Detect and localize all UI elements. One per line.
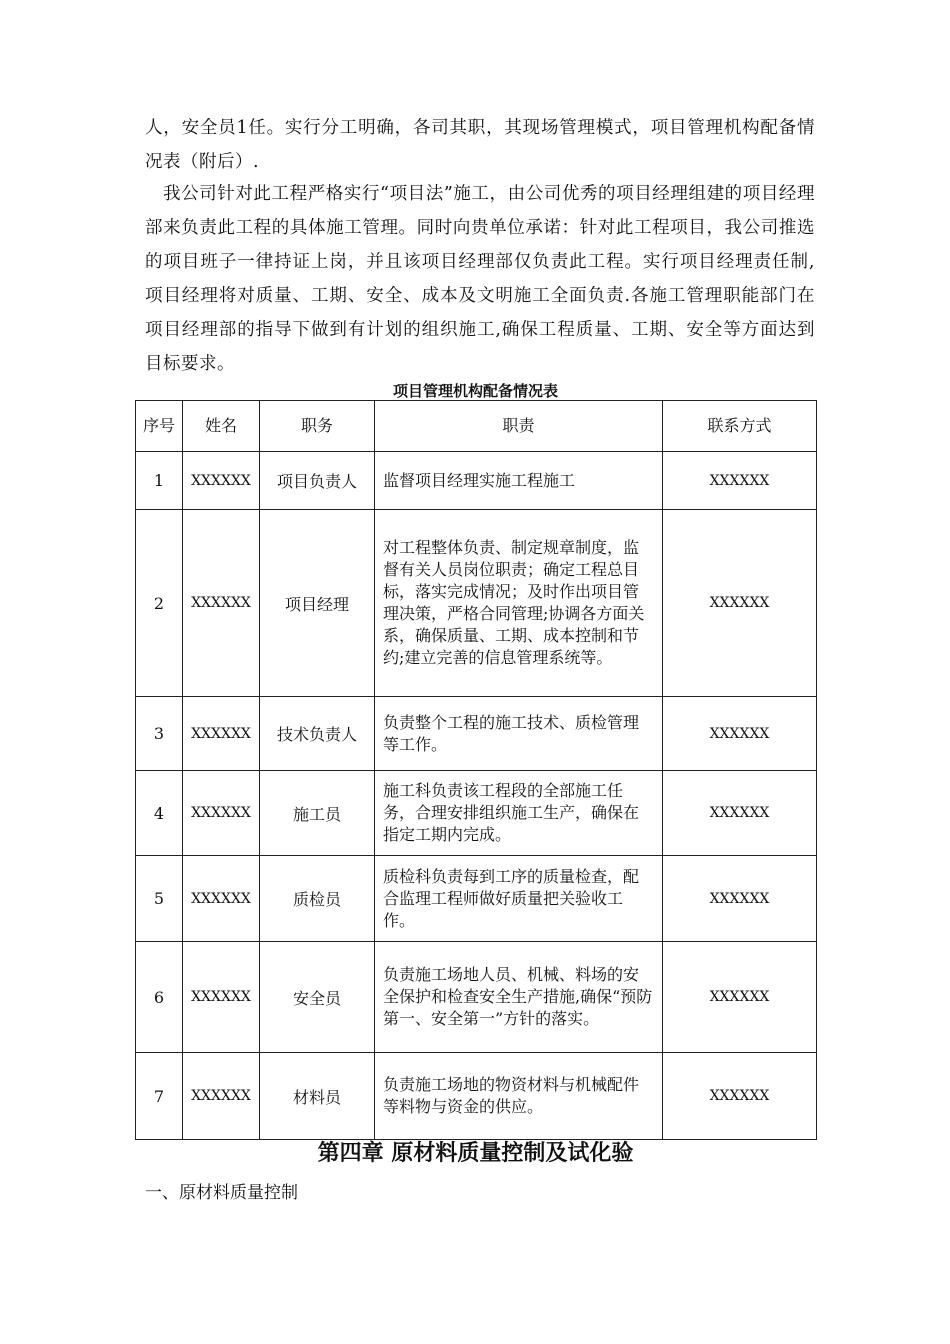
table-row bbox=[136, 452, 817, 510]
table-row bbox=[136, 942, 817, 1053]
cell-name: XXXXXX bbox=[183, 452, 260, 510]
cell-index: 7 bbox=[136, 1053, 183, 1140]
cell-contact: XXXXXX bbox=[663, 856, 817, 942]
cell-name: XXXXXX bbox=[183, 697, 260, 771]
header-index: 序号 bbox=[136, 401, 183, 452]
cell-duty: 质检科负责每到工序的质量检查，配合监理工程师做好质量把关验收工作。 bbox=[375, 856, 663, 942]
cell-position: 安全员 bbox=[260, 942, 375, 1053]
header-position: 职务 bbox=[260, 401, 375, 452]
header-duty: 职责 bbox=[375, 401, 663, 452]
header-name: 姓名 bbox=[183, 401, 260, 452]
cell-index: 4 bbox=[136, 771, 183, 856]
cell-index: 3 bbox=[136, 697, 183, 771]
paragraph-2: 我公司针对此工程严格实行“项目法”施工，由公司优秀的项目经理组建的项目经理部来负责此工程的具体施工管理。同时向贵单位承诺：针对此工程项目，我公司推选的项目班子一律持证上岗，并且该项目经理部仅负责此工程。实行项目经理责任制,项目经理将对质量、工期、安全、成本及文明施工全面负责.各施工管理职能部门在项目经理部的指导下做到有计划的组织施工,确保工程质量、工期、安全等方面达到目标要求。 bbox=[145, 184, 815, 374]
cell-duty: 监督项目经理实施工程施工 bbox=[375, 452, 663, 510]
table-row bbox=[136, 510, 817, 697]
cell-contact: XXXXXX bbox=[663, 942, 817, 1053]
cell-position: 技术负责人 bbox=[260, 697, 375, 771]
cell-position: 施工员 bbox=[260, 771, 375, 856]
cell-position: 材料员 bbox=[260, 1053, 375, 1140]
table-title: 项目管理机构配备情况表 bbox=[392, 382, 558, 400]
cell-name: XXXXXX bbox=[183, 771, 260, 856]
header-contact: 联系方式 bbox=[663, 401, 817, 452]
cell-index: 1 bbox=[136, 452, 183, 510]
cell-duty: 对工程整体负责、制定规章制度，监督有关人员岗位职责；确定工程总目标，落实完成情况；及时作出项目管理决策，严格合同管理;协调各方面关系，确保质量、工期、成本控制和节约;建立完善的信息管理系统等。 bbox=[375, 510, 663, 697]
cell-index: 2 bbox=[136, 510, 183, 697]
cell-duty: 施工科负责该工程段的全部施工任务，合理安排组织施工生产，确保在指定工期内完成。 bbox=[375, 771, 663, 856]
cell-duty: 负责整个工程的施工技术、质检管理等工作。 bbox=[375, 697, 663, 771]
cell-name: XXXXXX bbox=[183, 856, 260, 942]
section-title: 一、原材料质量控制 bbox=[145, 1183, 298, 1203]
cell-contact: XXXXXX bbox=[663, 510, 817, 697]
cell-index: 5 bbox=[136, 856, 183, 942]
cell-contact: XXXXXX bbox=[663, 1053, 817, 1140]
table-header-row bbox=[136, 401, 817, 452]
cell-contact: XXXXXX bbox=[663, 697, 817, 771]
chapter-title: 第四章 原材料质量控制及试化验 bbox=[317, 1141, 634, 1166]
cell-name: XXXXXX bbox=[183, 942, 260, 1053]
cell-position: 项目负责人 bbox=[260, 452, 375, 510]
paragraph-1: 人，安全员1任。实行分工明确，各司其职，其现场管理模式，项目管理机构配备情况表（附后）. bbox=[145, 118, 815, 172]
cell-contact: XXXXXX bbox=[663, 452, 817, 510]
cell-position: 质检员 bbox=[260, 856, 375, 942]
table-row bbox=[136, 771, 817, 856]
cell-name: XXXXXX bbox=[183, 510, 260, 697]
cell-duty: 负责施工场地人员、机械、料场的安全保护和检查安全生产措施,确保“预防第一、安全第一”方针的落实。 bbox=[375, 942, 663, 1053]
cell-position: 项目经理 bbox=[260, 510, 375, 697]
cell-duty: 负责施工场地的物资材料与机械配件等料物与资金的供应。 bbox=[375, 1053, 663, 1140]
staff-table bbox=[135, 400, 817, 1140]
table-row bbox=[136, 856, 817, 942]
table-row bbox=[136, 1053, 817, 1140]
table-row bbox=[136, 697, 817, 771]
cell-index: 6 bbox=[136, 942, 183, 1053]
cell-contact: XXXXXX bbox=[663, 771, 817, 856]
cell-name: XXXXXX bbox=[183, 1053, 260, 1140]
